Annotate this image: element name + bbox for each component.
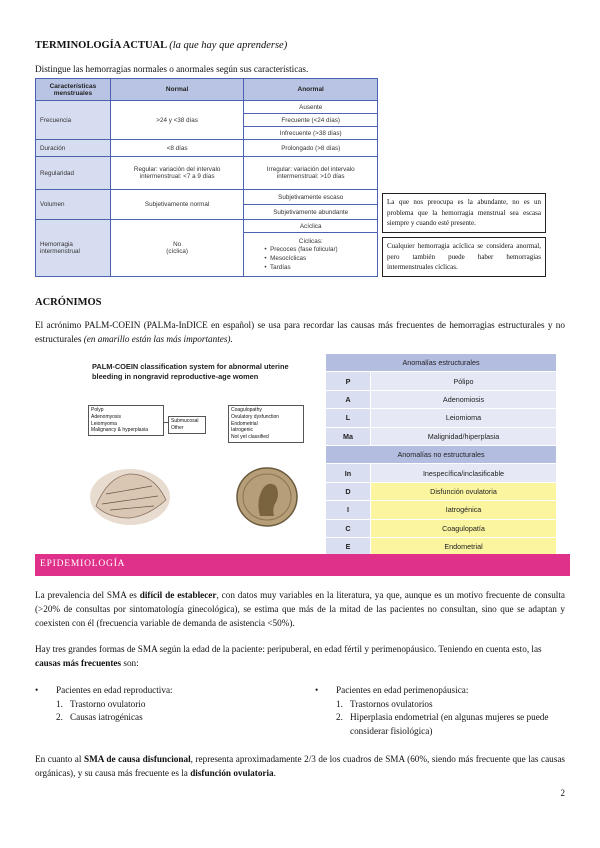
palm-illustration [88,466,173,528]
table-row: P Pólipo [326,372,557,390]
table-row: I Iatrogénica [326,501,557,519]
figure-title: PALM-COEIN classification system for abnormal uterine bleeding in nongravid reproductive-age women [92,362,289,381]
table-header: Anomalías no estructurales [326,445,557,463]
intro-text: Distingue las hemorragias normales o anormales según sus características. [35,64,309,74]
list-item: • Precoces (fase folicular) [264,245,338,253]
figure-leiomyoma-box: Submucosal Other [168,416,206,434]
list-item: • Tardías [264,263,291,271]
list-item: 2. Hiperplasia endometrial (en algunas mujeres se puede considerar fisiológica) [336,712,549,736]
table-cell: Frecuente (<24 días) [244,114,378,127]
table-header: Características menstruales [36,79,111,101]
row-label: Regularidad [36,157,111,190]
figure-structural-box: Polyp Adenomyosis Leiomyoma Malignancy & hyperplasia [88,405,164,436]
epidemiology-paragraph-2: Hay tres grandes formas de SMA según la edad de la paciente: peripuberal, en edad fértil y perimenopáusico. Teniendo en cuenta esto, las causas más frecuentes son: [35,644,542,668]
table-row: E Endometrial [326,537,557,555]
section-title-terminology: TERMINOLOGÍA ACTUAL (la que hay que aprenderse) [35,40,288,51]
table-cell: Acíclica [244,220,378,233]
row-label: Frecuencia [36,101,111,140]
list-item: • Pacientes en edad reproductiva: [35,685,173,695]
table-cell: Irregular: variación del intervalo intermenstrual: >10 días [244,157,378,190]
acronyms-text: El acrónimo PALM-COEIN (PALMa-InDICE en español) se usa para recordar las causas más frecuentes de hemorragias estructurales y no estructurales (en amarillo están las más importantes). [35,320,565,344]
table-cell: Subjetivamente abundante [244,205,378,220]
reproductive-list [35,684,300,725]
table-cell: Prolongado (>8 días) [244,140,378,157]
table-cell: Subjetivamente normal [110,190,244,220]
table-cell: Regular: variación del intervalo intermenstrual: <7 a 9 días [110,157,244,190]
table-row: D Disfunción ovulatoria [326,482,557,500]
table-header: Anomalías estructurales [326,354,557,372]
table-row: Ma Malignidad/hiperplasia [326,427,557,445]
table-cell: Subjetivamente escaso [244,190,378,205]
row-label: Duración [36,140,111,157]
table-cell: No (cíclica) [110,220,244,277]
table-header: Normal [110,79,244,101]
section-title-acronyms: ACRÓNIMOS [35,297,102,308]
list-item: 2. Causas iatrogénicas [56,712,143,722]
list-item: • Pacientes en edad perimenopáusica: [315,685,469,695]
table-cell: >24 y <38 días [110,101,244,140]
page-number: 2 [560,788,565,798]
table-cell: Ausente [244,101,378,114]
palm-coein-table [325,353,557,556]
table-cell: Cíclicas: • Precoces (fase folicular) • Mesocíclicas • Tardías [244,233,378,277]
list-item: • Mesocíclicas [264,254,307,262]
row-label: Volumen [36,190,111,220]
coin-illustration [232,466,302,528]
table-row: C Coagulopatía [326,519,557,537]
epidemiology-paragraph-1: La prevalencia del SMA es difícil de establecer, con datos muy variables en la literatura, ya que, aunque es un motivo frecuente de consulta (>20% de consultas por sintomatología ginecológica), se estima que más de la mitad de las pacientes no consultan, sino que se adaptan y coexisten con él (frecuencia variable de demanda de asistencia <50%). [35,590,565,628]
row-label: Hemorragia intermenstrual [36,220,111,277]
volume-note: La que nos preocupa es la abundante, no es un problema que la hemorragia menstrual sea escasa siempre y cuando esté presente. [382,193,546,233]
table-header: Anormal [244,79,378,101]
table-cell: <8 días [110,140,244,157]
table-row: A Adenomiosis [326,390,557,408]
epidemiology-paragraph-3: En cuanto al SMA de causa disfuncional, representa aproximadamente 2/3 de los cuadros de SMA (60%, siendo más frecuente que las causas orgánicas), y su causa más frecuente es la disfunción ovulatoria. [35,754,565,778]
list-item: 1. Trastornos ovulatorios [336,698,433,709]
table-row: L Leiomioma [326,409,557,427]
section-banner-epidemiology: EPIDEMIOLOGÍA [35,554,570,576]
list-item: 1. Trastorno ovulatorio [56,698,146,709]
intermenstrual-note: Cualquier hemorragia acíclica se considera anormal, pero también puede haber hemorragias intermenstruales cíclicas. [382,237,546,277]
table-row: In Inespecífica/inclasificable [326,464,557,482]
figure-nonstructural-box: Coagulopathy Ovulatory dysfunction Endometrial Iatrogenic Not yet classified [228,405,304,443]
menstrual-characteristics-table [35,78,378,277]
table-cell: Infrecuente (>38 días) [244,127,378,140]
perimenopausal-list [315,684,570,738]
